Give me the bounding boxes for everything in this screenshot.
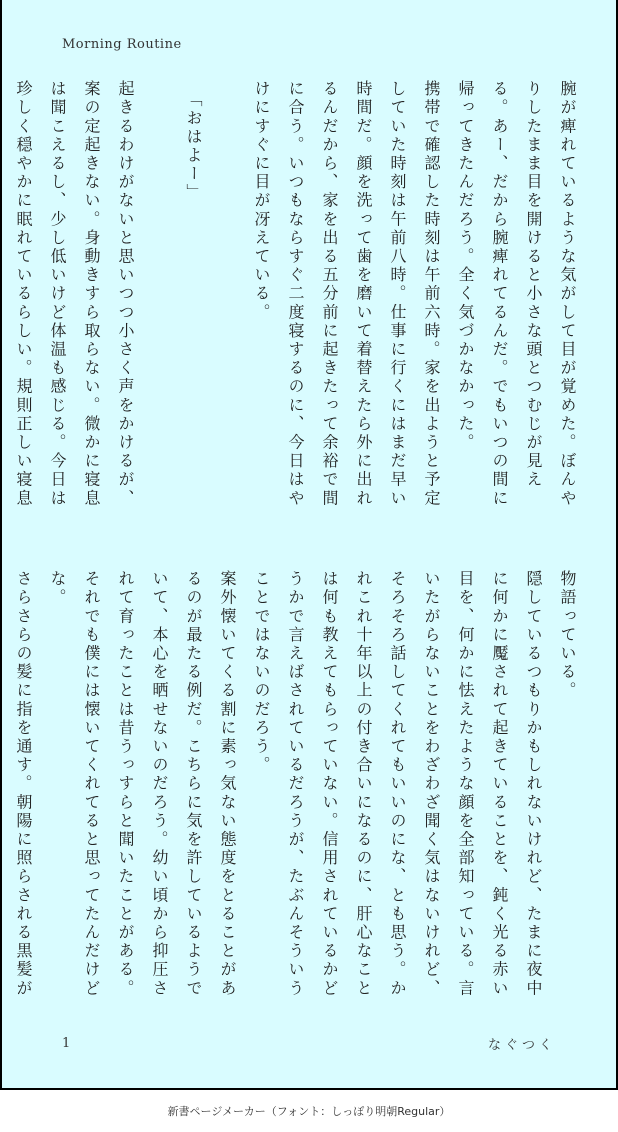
generator-credit: 新書ページメーカー（フォント：しっぽり明朝Regular） (167, 1105, 451, 1118)
page-header-title: Morning Routine (62, 37, 182, 52)
body-text-top-column: 腕が痺れているような気がして目が覚めた。ぼんやりしたまま目を開けると小さな頭とつむじが見える。あー、だから腕痺れてるんだ。でもいつの間に帰ってきたんだろう。全く気づかなかった。 携帯で確認した時刻は午前六時。家を出ようと予定していた時刻は午前八時。仕事に行くにはまだ早い時間だ。顔を洗って歯を磨いて着替えたら外に出れるんだから、家を出る五分前に起きたって余裕で間に合う。いつもならすぐ二度寝するのに、今日はやけにすぐに目が冴えている。 「おはよー」 起きるわけがないと思いつつ小さく声をかけるが、案の定起きない。身動きすら取らない。微かに寝息は聞こえるし、少し低いけど体温も感じる。今日は珍しく穏やかに眠れているらしい。規則正しい寝息 (14, 80, 577, 508)
author-name: なぐつく (487, 1038, 556, 1053)
body-text-bottom-column: 物語っている。 隠しているつもりかもしれないけれど、たまに夜中に何かに魘されて起きていることを、鈍く光る赤い目を、何かに怯えたような顔を全部知っている。言いたがらないことをわざわざ聞く気はないけれど、そろそろ話してくれてもいいのにな、とも思う。かれこれ十年以上の付き合いになるのに、肝心なことは何も教えてもらっていない。信用されているかどうかで言えばされているだろうが、たぶんそういうことではないのだろう。 案外懐いてくる割に素っ気ない態度をとることがあるのが最たる例だ。こちらに気を許しているようでいて、本心を晒せないのだろう。幼い頃から抑圧されて育ったことは昔うっすらと聞いたことがある。それでも僕には懐いてくれてると思ってたんだけどな。 さらさらの髪に指を通す。朝陽に照らされる黒髪が (14, 570, 577, 998)
page-number: 1 (62, 1036, 71, 1051)
